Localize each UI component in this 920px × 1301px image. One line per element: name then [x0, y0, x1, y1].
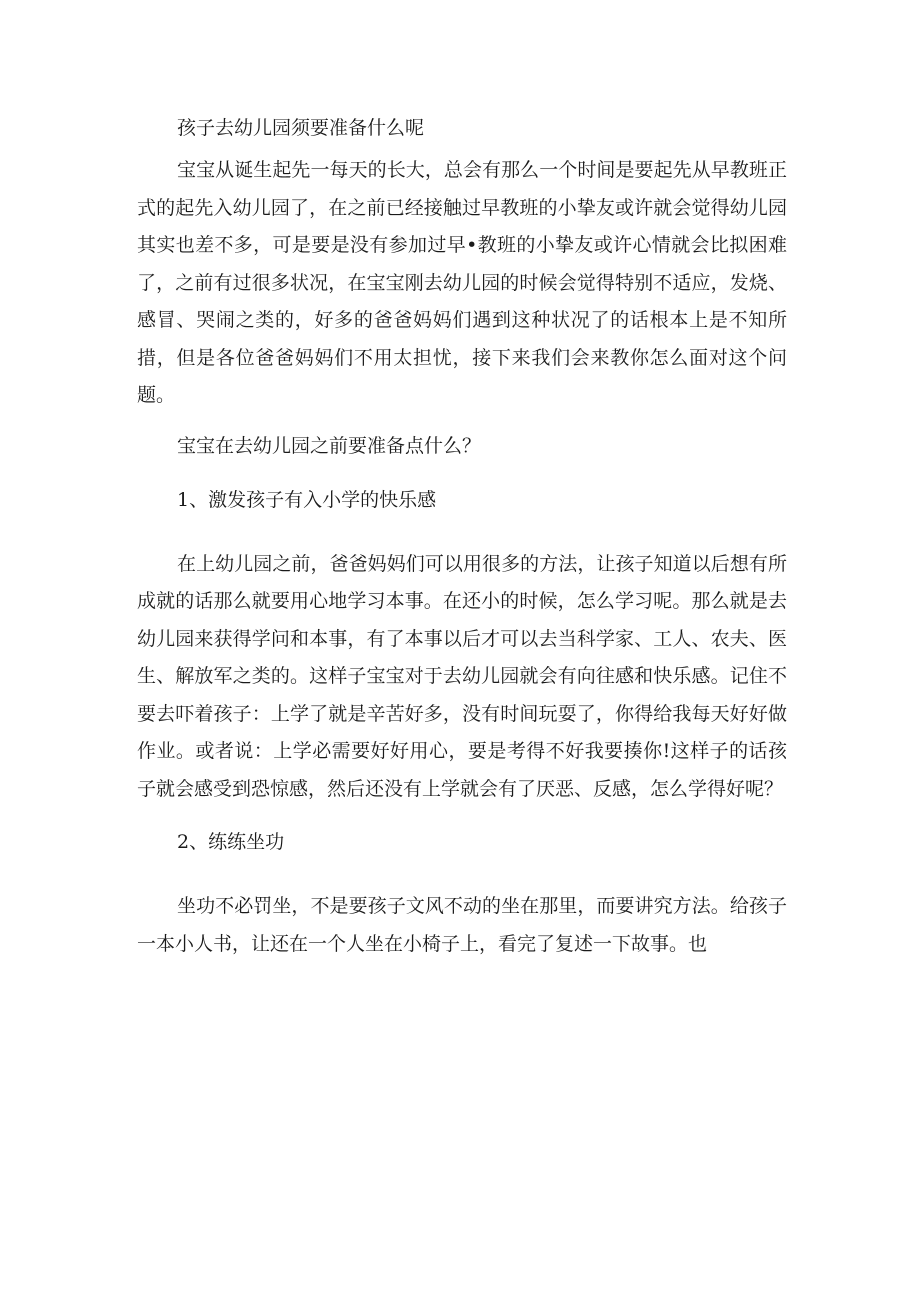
intro-paragraph: 宝宝从诞生起先一每天的长大，总会有那么一个时间是要起先从早教班正式的起先入幼儿园了，在之前已经接触过早教班的小挚友或许就会觉得幼儿园其实也差不多，可是要是没有参加过早•教班的小挚友或许心情就会比拟困难了，之前有过很多状况，在宝宝刚去幼儿园的时候会觉得特别不适应，发烧、感冒、哭闹之类的，好多的爸爸妈妈们遇到这种状况了的话根本上是不知所措，但是各位爸爸妈妈们不用太担忧，接下来我们会来教你怎么面对这个问题。: [137, 159, 787, 406]
document-title: 孩子去幼儿园须要准备什么呢: [177, 117, 425, 139]
section-2-paragraph: 坐功不必罚坐，不是要孩子文风不动的坐在那里，而要讲究方法。给孩子一本小人书，让还在一个人坐在小椅子上，看完了复述一下故事。也: [137, 895, 787, 955]
section-1-paragraph: 在上幼儿园之前，爸爸妈妈们可以用很多的方法，让孩子知道以后想有所成就的话那么就要用心地学习本事。在还小的时候，怎么学习呢。那么就是去幼儿园来获得学问和本事，有了本事以后才可以去当科学家、工人、农夫、医生、解放军之类的。这样子宝宝对于去幼儿园就会有向往感和快乐感。记住不要去吓着孩子：上学了就是辛苦好多，没有时间玩耍了，你得给我每天好好做作业。或者说：上学必需要好好用心，要是考得不好我要揍你!这样子的话孩子就会感受到恐惊感，然后还没有上学就会有了厌恶、反感，怎么学得好呢？: [137, 552, 787, 800]
document-body: [137, 108, 787, 963]
section-1-heading: 1、激发孩子有入小学的快乐感: [177, 488, 437, 511]
section-2-heading: 2、练练坐功: [177, 831, 285, 853]
question-heading: 宝宝在去幼儿园之前要准备点什么？: [177, 434, 482, 457]
